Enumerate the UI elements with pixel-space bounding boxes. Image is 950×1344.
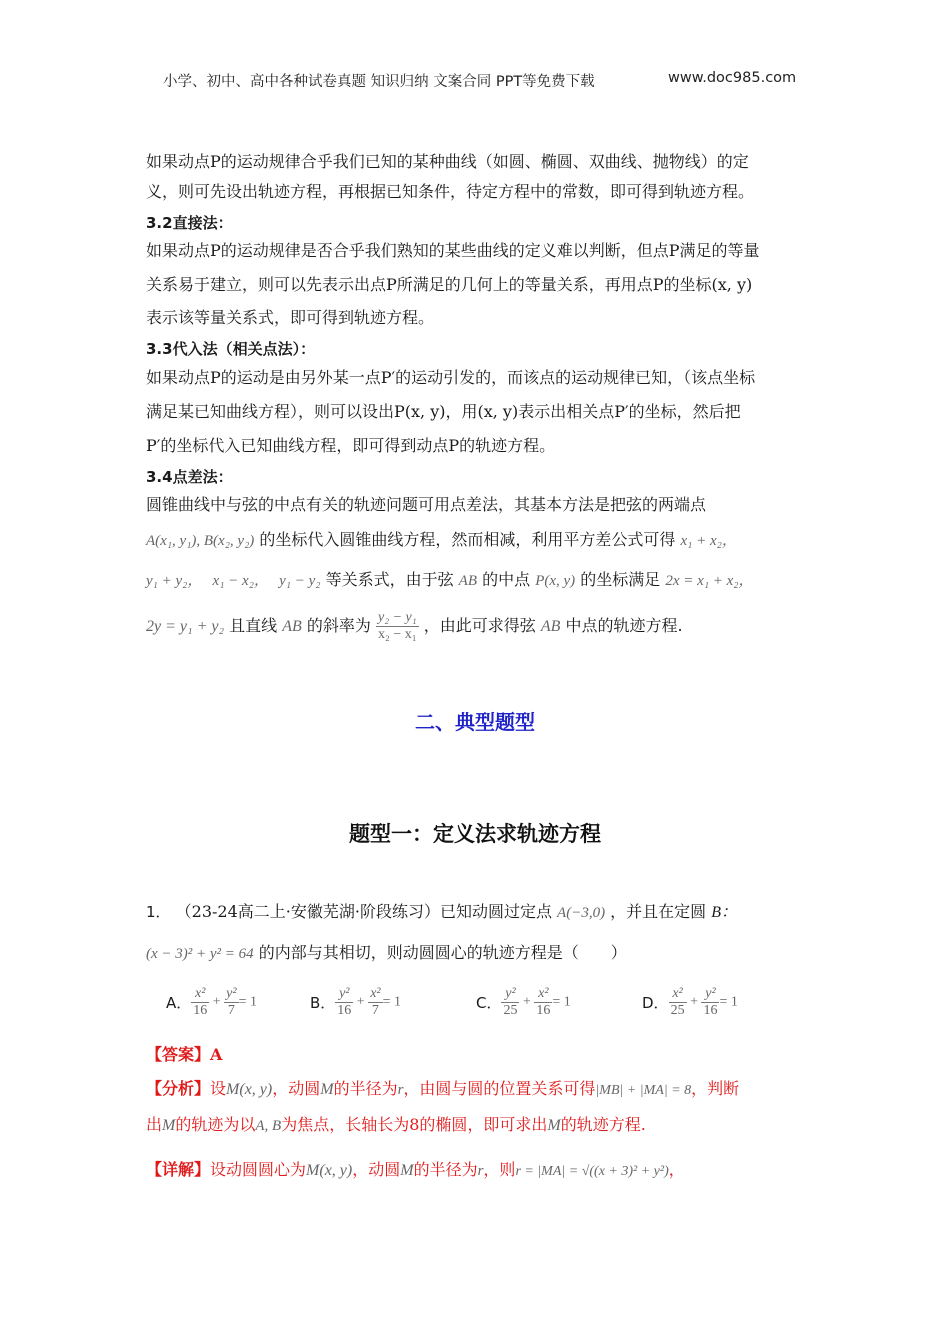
header-text: 小学、初中、高中各种试卷真题 知识归纳 文案合同 PPT等免费下载 bbox=[163, 74, 595, 90]
endpoints-formula: A(x₁, y₁), B(x₂, y₂) bbox=[146, 533, 255, 549]
option-fraction-1: $\frac{\text{x²}}{16}$ bbox=[193, 986, 208, 1018]
option-fraction-2: $\frac{\text{x²}}{7}$ bbox=[370, 986, 381, 1018]
problem-1-line-2: (x − 3)² + y² = 64 的内部与其相切，则动圆圆心的轨迹方程是（ ） bbox=[146, 943, 627, 962]
problem-1-line-1: 1． （23-24高二上·安徽芜湖·阶段练习）已知动圆过定点 A(−3,0) ，并且在定圆 B： bbox=[146, 902, 738, 921]
option-b[interactable]: B． $\frac{\text{y²}}{16}$ + $\frac{\text{x²}}{7}$ = 1 bbox=[310, 986, 402, 1018]
option-c[interactable]: C． $\frac{\text{y²}}{25}$ + $\frac{\text{x²}}{16}$ = 1 bbox=[476, 986, 571, 1018]
sec32-line-1: 如果动点P的运动规律是否合乎我们熟知的某些曲线的定义难以判断，但点P满足的等量 bbox=[146, 241, 760, 260]
option-fraction-2: $\frac{\text{y²}}{16}$ bbox=[703, 986, 718, 1018]
sec34-line-4: 2y = y₁ + y₂ 且直线 AB 的斜率为 $\frac{\text{y₂ − y₁}}{\text{x₂ − x₁}}$ ，由此可求得弦 AB 中点的轨迹方程. bbox=[146, 610, 683, 642]
sec33-line-2: 满足某已知曲线方程），则可以设出P(x, y)，用(x, y)表示出相关点P′的坐标，然后把 bbox=[146, 402, 741, 421]
sec32-line-3: 表示该等量关系式，即可得到轨迹方程。 bbox=[146, 308, 435, 327]
type-heading: 题型一：定义法求轨迹方程 bbox=[349, 822, 601, 846]
sec34-line-2: A(x₁, y₁), B(x₂, y₂) 的坐标代入圆锥曲线方程，然而相减，利用平方差公式可得 x₁ + x₂， bbox=[146, 530, 737, 549]
option-label: C． bbox=[476, 994, 502, 1012]
option-fraction-1: $\frac{\text{y²}}{16}$ bbox=[337, 986, 352, 1018]
detail-line-1: 【详解】设动圆圆心为M(x, y)，动圆M的半径为r，则r = |MA| = √((x + 3)² + y²)， bbox=[146, 1160, 685, 1179]
analysis-line-2: 出M的轨迹为以A, B为焦点，长轴长为8的椭圆，即可求出M的轨迹方程. bbox=[146, 1115, 646, 1134]
analysis-line-1: 【分析】设M(x, y)，动圆M的半径为r，由圆与圆的位置关系可得|MB| + |MA| = 8，判断 bbox=[146, 1079, 740, 1098]
sec33-line-1: 如果动点P的运动是由另外某一点P′的运动引发的，而该点的运动规律已知，（该点坐标 bbox=[146, 368, 756, 387]
slope-fraction: $\frac{\text{y₂ − y₁}}{\text{x₂ − x₁}}$ bbox=[377, 610, 417, 642]
option-a[interactable]: A． $\frac{\text{x²}}{16}$ + $\frac{\text{y²}}{7}$ = 1 bbox=[166, 986, 257, 1018]
section-3-3-title: 3.3代入法（相关点法）： bbox=[146, 340, 316, 358]
answer-line: 【答案】A bbox=[146, 1045, 223, 1064]
option-fraction-2: $\frac{\text{y²}}{7}$ bbox=[226, 986, 237, 1018]
sec32-line-2: 关系易于建立，则可以先表示出点P所满足的几何上的等量关系，再用点P的坐标(x, y) bbox=[146, 275, 753, 294]
option-fraction-1: $\frac{\text{y²}}{25}$ bbox=[503, 986, 518, 1018]
intro-line-1: 如果动点P的运动规律合乎我们已知的某种曲线（如圆、椭圆、双曲线、抛物线）的定 bbox=[146, 152, 749, 171]
answer-options bbox=[166, 986, 806, 1026]
intro-line-2: 义，则可先设出轨迹方程，再根据已知条件，待定方程中的常数，即可得到轨迹方程。 bbox=[146, 182, 755, 201]
sec33-line-3: P′的坐标代入已知曲线方程，即可得到动点P的轨迹方程。 bbox=[146, 436, 556, 455]
option-fraction-1: $\frac{\text{x²}}{25}$ bbox=[670, 986, 685, 1018]
option-label: B． bbox=[310, 994, 336, 1012]
section-3-4-title: 3.4点差法： bbox=[146, 468, 233, 486]
section-3-2-title: 3.2直接法： bbox=[146, 214, 233, 232]
option-d[interactable]: D． $\frac{\text{x²}}{25}$ + $\frac{\text{y²}}{16}$ = 1 bbox=[642, 986, 738, 1018]
option-fraction-2: $\frac{\text{x²}}{16}$ bbox=[536, 986, 551, 1018]
section-heading: 二、典型题型 bbox=[415, 710, 535, 734]
circle-equation: (x − 3)² + y² = 64 bbox=[146, 946, 254, 962]
sec34-line-3: y₁ + y₂， x₁ − x₂， y₁ − y₂ 等关系式，由于弦 AB 的中点 P(x, y) 的坐标满足 2x = x₁ + x₂， bbox=[146, 570, 754, 589]
option-label: A． bbox=[166, 994, 192, 1012]
header-url[interactable]: www.doc985.com bbox=[668, 70, 797, 86]
sec34-line-1: 圆锥曲线中与弦的中点有关的轨迹问题可用点差法，其基本方法是把弦的两端点 bbox=[146, 495, 707, 514]
option-label: D． bbox=[642, 994, 669, 1012]
